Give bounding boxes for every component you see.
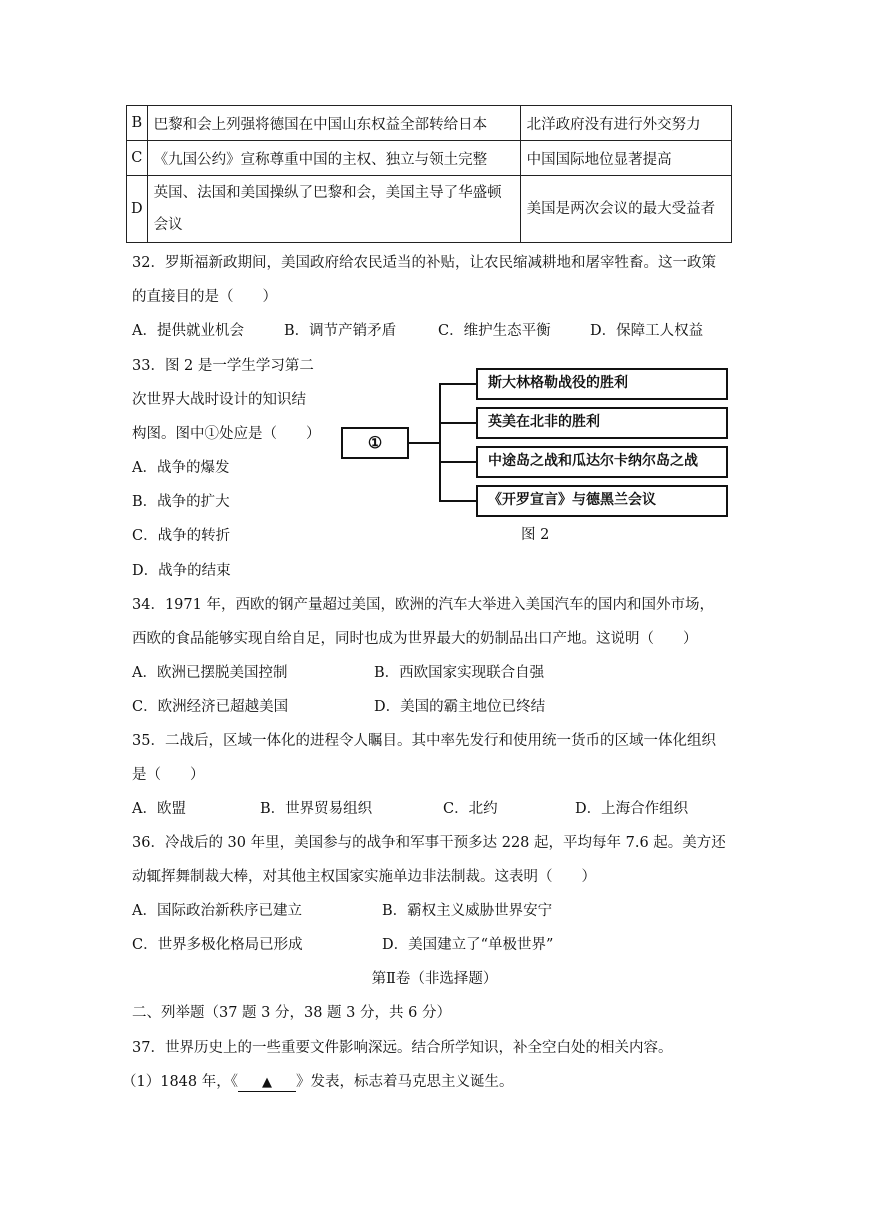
q33-stem-line1: 33．图 2 是一学生学习第二 <box>132 358 314 374</box>
row-event-line2: 会议 <box>153 217 183 233</box>
q33-option-a: A．战争的爆发 <box>132 460 230 476</box>
q33-option-d: D．战争的结束 <box>132 563 231 579</box>
answer-blank[interactable]: ▲ <box>238 1075 296 1092</box>
section-title: 第Ⅱ卷（非选择题） <box>371 971 498 987</box>
q36-stem-line1: 36．冷战后的 30 年里，美国参与的战争和军事干预多达 228 起，平均每年 7.6 起。美方还 <box>132 835 726 851</box>
diagram-branch-node: 《开罗宣言》与德黑兰会议 <box>476 485 728 517</box>
q32-option-c: C．维护生态平衡 <box>438 323 551 339</box>
q35-option-b: B．世界贸易组织 <box>260 801 373 817</box>
diagram-branch-line <box>439 500 477 502</box>
options-table <box>126 105 732 243</box>
q35-option-d: D．上海合作组织 <box>575 801 689 817</box>
q36-option-b: B．霸权主义威胁世界安宁 <box>382 903 553 919</box>
q36-stem-line2: 动辄挥舞制裁大棒，对其他主权国家实施单边非法制裁。这表明（ ） <box>132 869 596 885</box>
row-event: 《九国公约》宣称尊重中国的主权、独立与领土完整 <box>147 141 520 176</box>
diagram-branch-node: 中途岛之战和瓜达尔卡纳尔岛之战 <box>476 446 728 478</box>
q33-option-b: B．战争的扩大 <box>132 494 230 510</box>
diagram-branch-line <box>439 422 477 424</box>
q35-option-c: C．北约 <box>443 801 498 817</box>
q37-sub1-prefix: （1）1848 年，《 <box>122 1074 238 1090</box>
q35-option-a: A．欧盟 <box>132 801 186 817</box>
diagram-connector <box>409 442 440 444</box>
q35-stem-line2: 是（ ） <box>132 767 205 783</box>
diagram-branch-node: 斯大林格勒战役的胜利 <box>476 368 728 400</box>
q34-option-c: C．欧洲经济已超越美国 <box>132 699 289 715</box>
q34-stem-line1: 34．1971 年，西欧的钢产量超过美国，欧洲的汽车大举进入美国汽车的国内和国外市场， <box>132 597 714 613</box>
q35-stem-line1: 35．二战后，区域一体化的进程令人瞩目。其中率先发行和使用统一货币的区域一体化组织 <box>132 733 716 749</box>
diagram-branch-line <box>439 383 477 385</box>
q34-option-d: D．美国的霸主地位已终结 <box>374 699 546 715</box>
q34-stem-line2: 西欧的食品能够实现自给自足，同时也成为世界最大的奶制品出口产地。这说明（ ） <box>132 631 698 647</box>
table-row <box>127 106 732 141</box>
row-conclusion: 美国是两次会议的最大受益者 <box>520 176 731 243</box>
diagram-branch-node: 英美在北非的胜利 <box>476 407 728 439</box>
q33-stem-line2: 次世界大战时设计的知识结 <box>132 392 306 408</box>
q32-stem-line1: 32．罗斯福新政期间，美国政府给农民适当的补贴，让农民缩减耕地和屠宰牲畜。这一政策 <box>132 255 716 271</box>
q32-option-d: D．保障工人权益 <box>590 323 704 339</box>
row-event: 巴黎和会上列强将德国在中国山东权益全部转给日本 <box>147 106 520 141</box>
q32-option-a: A．提供就业机会 <box>132 323 244 339</box>
q33-stem-line3: 构图。图中①处应是（ ） <box>132 426 321 442</box>
row-conclusion: 中国国际地位显著提高 <box>520 141 731 176</box>
q37-sub1-suffix: 》发表，标志着马克思主义诞生。 <box>296 1074 514 1090</box>
q32-option-b: B．调节产销矛盾 <box>284 323 397 339</box>
figure-caption: 图 2 <box>521 527 550 543</box>
q36-option-d: D．美国建立了“单极世界” <box>382 937 554 953</box>
q33-option-c: C．战争的转折 <box>132 528 231 544</box>
row-event-line1: 英国、法国和美国操纵了巴黎和会，美国主导了华盛顿 <box>153 185 502 201</box>
row-letter: C <box>127 141 148 176</box>
row-conclusion: 北洋政府没有进行外交努力 <box>520 106 731 141</box>
q32-stem-line2: 的直接目的是（ ） <box>132 289 277 305</box>
row-event <box>147 176 520 243</box>
diagram-branch-line <box>439 461 477 463</box>
diagram-center-node: ① <box>341 427 409 459</box>
q34-option-b: B．西欧国家实现联合自强 <box>374 665 545 681</box>
row-letter: B <box>127 106 148 141</box>
part-heading: 二、列举题（37 题 3 分，38 题 3 分，共 6 分） <box>132 1005 451 1021</box>
table-row <box>127 141 732 176</box>
table-row <box>127 176 732 243</box>
diagram-trunk <box>439 383 441 501</box>
q37-sub1 <box>122 1072 514 1092</box>
q36-option-a: A．国际政治新秩序已建立 <box>132 903 302 919</box>
q34-option-a: A．欧洲已摆脱美国控制 <box>132 665 288 681</box>
row-letter: D <box>127 176 148 243</box>
q37-stem: 37．世界历史上的一些重要文件影响深远。结合所学知识，补全空白处的相关内容。 <box>132 1040 673 1056</box>
q36-option-c: C．世界多极化格局已形成 <box>132 937 303 953</box>
